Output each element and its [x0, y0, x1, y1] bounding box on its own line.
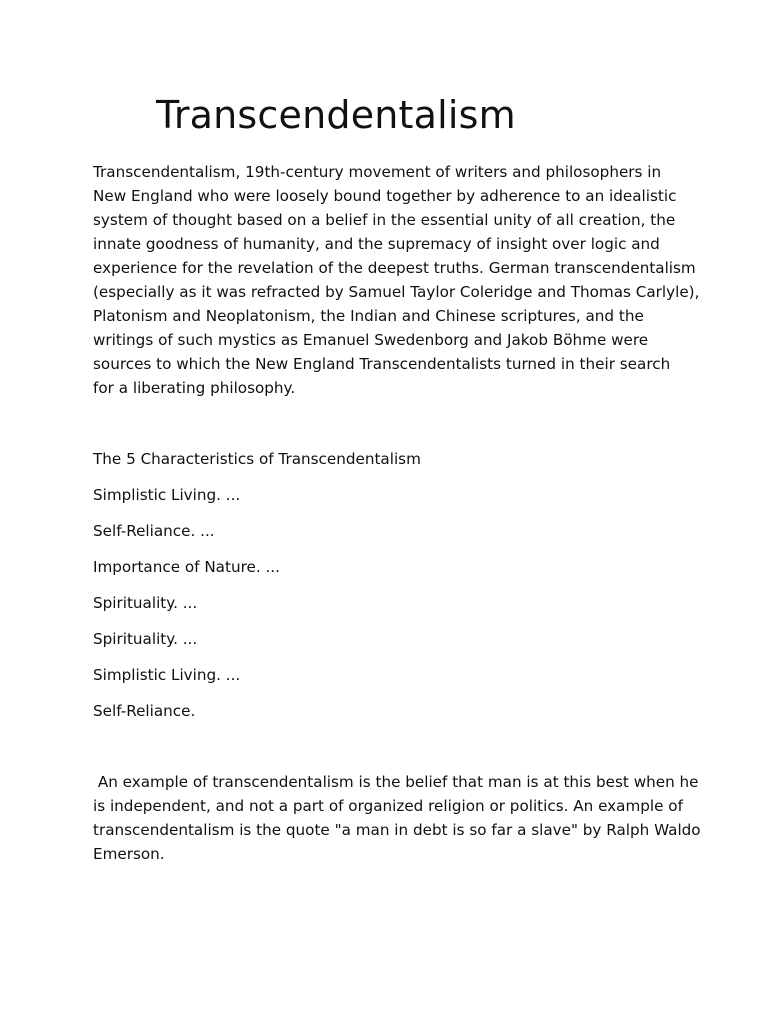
intro-line: writings of such mystics as Emanuel Swedenborg and Jakob Böhme were [93, 331, 649, 349]
intro-line: system of thought based on a belief in the essential unity of all creation, the [93, 211, 676, 229]
characteristic-item: Spirituality. ... [93, 594, 198, 612]
characteristics-heading: The 5 Characteristics of Transcendentalism [93, 450, 421, 468]
example-line: An example of transcendentalism is the belief that man is at this best when he [93, 773, 699, 791]
intro-paragraph [93, 160, 700, 400]
document-title: Transcendentalism [156, 93, 516, 137]
intro-line: sources to which the New England Transcendentalists turned in their search [93, 355, 671, 373]
intro-line: Platonism and Neoplatonism, the Indian and Chinese scriptures, and the [93, 307, 644, 325]
characteristic-item: Spirituality. ... [93, 630, 198, 648]
characteristic-item: Importance of Nature. ... [93, 558, 280, 576]
example-line: is independent, and not a part of organized religion or politics. An example of [93, 797, 683, 815]
intro-line: for a liberating philosophy. [93, 379, 296, 397]
intro-line: New England who were loosely bound together by adherence to an idealistic [93, 187, 677, 205]
intro-line: experience for the revelation of the deepest truths. German transcendentalism [93, 259, 696, 277]
example-line: Emerson. [93, 845, 165, 863]
example-paragraph [93, 770, 701, 866]
intro-line: Transcendentalism, 19th-century movement of writers and philosophers in [93, 163, 662, 181]
intro-line: innate goodness of humanity, and the supremacy of insight over logic and [93, 235, 660, 253]
characteristics-list [93, 483, 280, 735]
intro-line: (especially as it was refracted by Samuel Taylor Coleridge and Thomas Carlyle), [93, 283, 700, 301]
example-line: transcendentalism is the quote "a man in debt is so far a slave" by Ralph Waldo [93, 821, 701, 839]
characteristic-item: Simplistic Living. ... [93, 666, 241, 684]
characteristic-item: Simplistic Living. ... [93, 486, 241, 504]
characteristic-item: Self-Reliance. [93, 702, 196, 720]
characteristic-item: Self-Reliance. ... [93, 522, 215, 540]
